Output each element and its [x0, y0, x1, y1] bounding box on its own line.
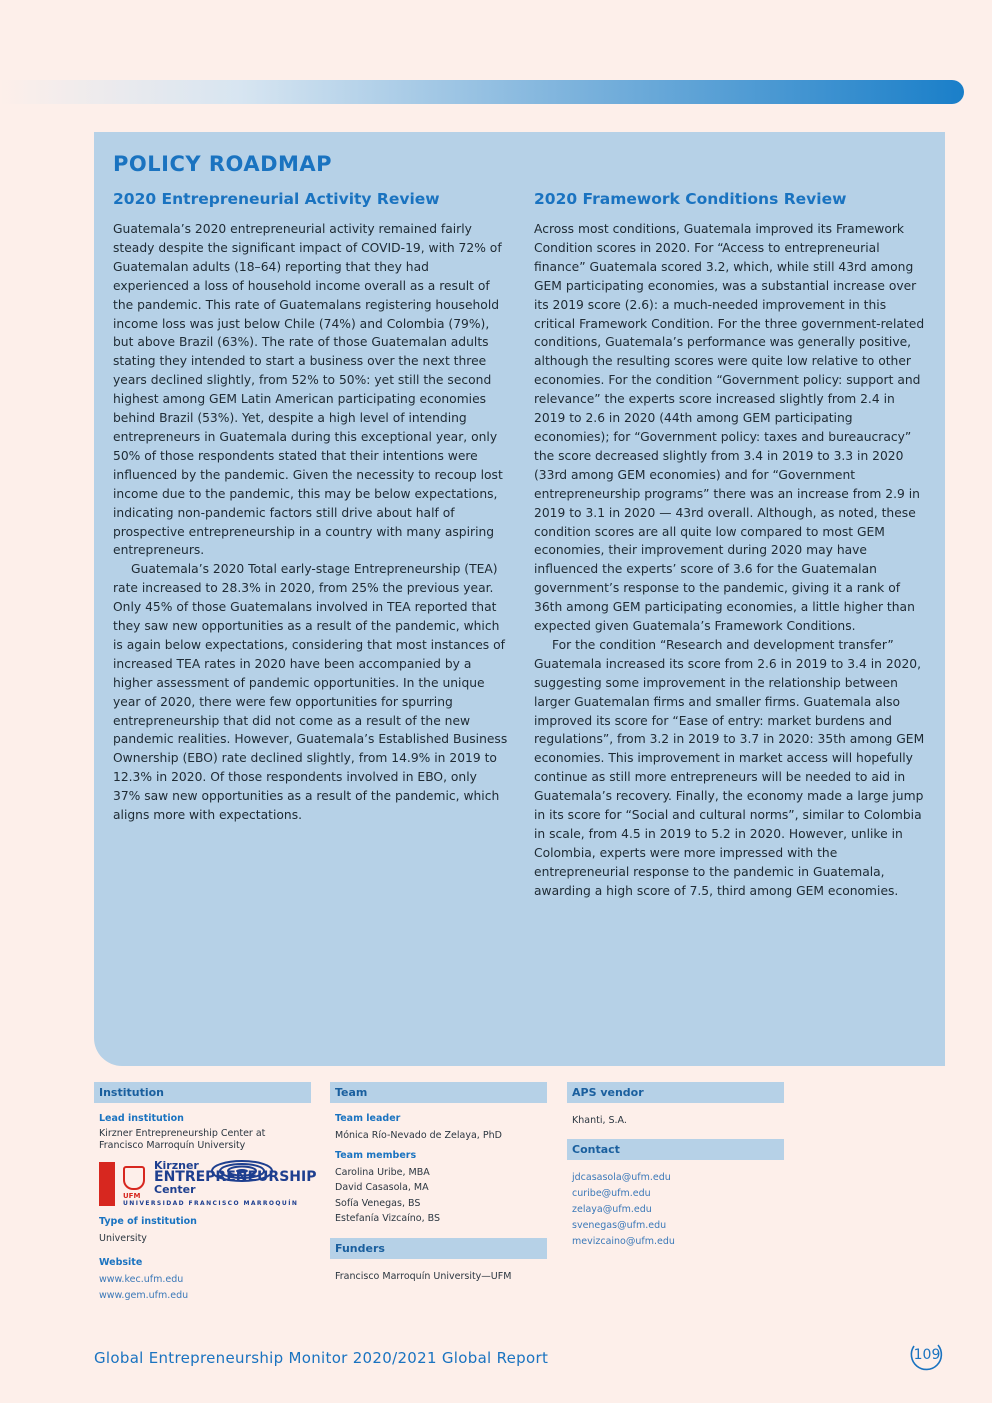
logo-name-entrepreneurship: ENTREPRENEURSHIP: [154, 1169, 317, 1185]
logo-name-center: Center: [154, 1183, 196, 1196]
team-section: [330, 1082, 547, 1284]
contact-email[interactable]: zelaya@ufm.edu: [572, 1203, 652, 1215]
contact-email[interactable]: mevizcaino@ufm.edu: [572, 1235, 675, 1247]
institution-header: Institution: [94, 1082, 311, 1103]
roadmap-title: POLICY ROADMAP: [113, 152, 333, 176]
contact-email[interactable]: jdcasasola@ufm.edu: [572, 1171, 671, 1183]
website-link[interactable]: www.kec.ufm.edu: [99, 1273, 184, 1285]
team-member: Carolina Uribe, MBA: [335, 1166, 430, 1178]
paragraph: For the condition “Research and development transfer” Guatemala increased its score from 2.6 in 2019 to 3.4 in 2020, suggesting some improvement in the relationship between larger Guatemalan firms and smaller firms. Guatemala also improved its score for “Ease of entry: market burdens and regulations”, from 3.2 in 2019 to 3.7 in 2020: 35th among GEM economies. This improvement in market access will hopefully continue as still more entrepreneurs will be needed to aid in Guatemala’s recovery. Finally, the economy made a large jump in its score for “Social and cultural norms”, similar to Colombia in scale, from 4.5 in 2019 to 5.2 in 2020. However, unlike in Colombia, experts were more impressed with the entrepreneurial response to the pandemic in Guatemala, awarding a high score of 7.5, third among GEM economies.: [534, 637, 925, 898]
contact-header: Contact: [567, 1139, 784, 1160]
logo-shield-icon: [99, 1162, 115, 1206]
entrepreneurial-activity-heading: 2020 Entrepreneurial Activity Review: [113, 190, 440, 208]
framework-conditions-text: [534, 220, 927, 901]
website-link[interactable]: www.gem.ufm.edu: [99, 1289, 189, 1301]
contact-email[interactable]: svenegas@ufm.edu: [572, 1219, 667, 1231]
funders-header: Funders: [330, 1238, 547, 1259]
website-label: Website: [99, 1256, 143, 1268]
logo-name-kirzner: Kirzner: [154, 1159, 199, 1172]
logo-university-text: UNIVERSIDAD FRANCISCO MARROQUÍN: [123, 1200, 299, 1207]
funders-value: Francisco Marroquín University—UFM: [335, 1270, 512, 1282]
logo-crest-text: UFM: [123, 1192, 141, 1200]
ufm-crest-icon: [123, 1166, 145, 1190]
team-member: Sofía Venegas, BS: [335, 1197, 421, 1209]
entrepreneurial-activity-text: [113, 220, 508, 825]
framework-conditions-heading: 2020 Framework Conditions Review: [534, 190, 847, 208]
team-leader-label: Team leader: [335, 1113, 401, 1124]
paragraph: Guatemala’s 2020 Total early-stage Entrepreneurship (TEA) rate increased to 28.3% in 2020, from 25% the previous year. Only 45% of those Guatemalans involved in TEA reported that they saw new opportunities as a result of the pandemic, which is again below expectations, considering that most instances of increased TEA rates in 2020 have been accompanied by a higher assessment of pandemic opportunities. In the unique year of 2020, there were few opportunities for spurring entrepreneurship that did not come as a result of the new pandemic realities. However, Guatemala’s Established Business Ownership (EBO) rate declined slightly, from 14.9% in 2019 to 12.3% in 2020. Of those respondents involved in EBO, only 37% saw new opportunities as a result of the pandemic, which aligns more with expectations.: [113, 562, 508, 823]
aps-vendor-section: [567, 1082, 784, 1250]
lead-institution-line: Francisco Marroquín University: [99, 1140, 246, 1151]
aps-vendor-header: APS vendor: [567, 1082, 784, 1103]
team-member: Estefanía Vizcaíno, BS: [335, 1213, 441, 1224]
paragraph: Across most conditions, Guatemala improved its Framework Condition scores in 2020. For “Access to entrepreneurial finance” Guatemala scored 3.2, which, while still 43rd among GEM participating economies, was a substantial increase over its 2019 score (2.6): a much-needed improvement in this critical Framework Condition. For the three government-related conditions, Guatemala’s performance was generally positive, although the resulting scores were quite low relative to other economies. For the condition “Government policy: support and relevance” the experts score increased slightly from 2.4 in 2019 to 2.6 in 2020 (44th among GEM participating economies); for “Government policy: taxes and bureaucracy” the score decreased slightly from 3.4 in 2019 to 3.3 in 2020 (33rd among GEM economies) and for “Government entrepreneurship programs” there was an increase from 2.9 in 2019 to 3.1 in 2020 — 43rd overall. Although, as noted, these condition scores are all quite low compared to most GEM economies, their improvement during 2020 may have influenced the experts’ score of 3.6 for the Guatemalan government’s response to the pandemic, giving it a rank of 36th among GEM participating economies, a little higher than expected given Guatemala’s Framework Conditions.: [534, 222, 925, 634]
type-of-institution-label: Type of institution: [99, 1216, 197, 1227]
team-members-label: Team members: [335, 1149, 417, 1161]
institution-section: [94, 1082, 317, 1304]
aps-vendor-value: Khanti, S.A.: [572, 1115, 627, 1126]
page-number: 109: [913, 1347, 941, 1363]
framework-conditions-column: [534, 190, 927, 901]
entrepreneurial-activity-column: [113, 190, 508, 825]
paragraph: Guatemala’s 2020 entrepreneurial activity remained fairly steady despite the significant impact of COVID-19, with 72% of Guatemalan adults (18–64) reporting that they had experienced a loss of household income overall as a result of the pandemic. This rate of Guatemalans registering household income loss was just below Chile (74%) and Colombia (79%), but above Brazil (63%). The rate of those Guatemalan adults stating they intended to start a business over the next three years declined slightly, from 52% to 50%: yet still the second highest among GEM Latin American participating economies behind Brazil (53%). Yet, despite a high level of intending entrepreneurs in Guatemala during this exceptional year, only 50% of those respondents stated that their intentions were influenced by the pandemic. Given the necessity to recoup lost income due to the pandemic, this may be below expectations, indicating non-pandemic factors still drive about half of prospective entrepreneurship in a country with many aspiring entrepreneurs.: [113, 222, 503, 558]
type-of-institution-value: University: [99, 1233, 147, 1244]
kirzner-center-logo: [99, 1159, 317, 1210]
contact-email[interactable]: curibe@ufm.edu: [572, 1187, 651, 1199]
team-header: Team: [330, 1082, 547, 1103]
team-member: David Casasola, MA: [335, 1182, 429, 1193]
lead-institution-label: Lead institution: [99, 1113, 184, 1124]
policy-roadmap-panel: [94, 132, 945, 1066]
header-gradient-band: [0, 80, 964, 104]
report-footer-title: Global Entrepreneurship Monitor 2020/2021 Global Report: [94, 1349, 549, 1367]
lead-institution-line: Kirzner Entrepreneurship Center at: [99, 1128, 266, 1139]
team-leader-name: Mónica Río-Nevado de Zelaya, PhD: [335, 1130, 502, 1141]
